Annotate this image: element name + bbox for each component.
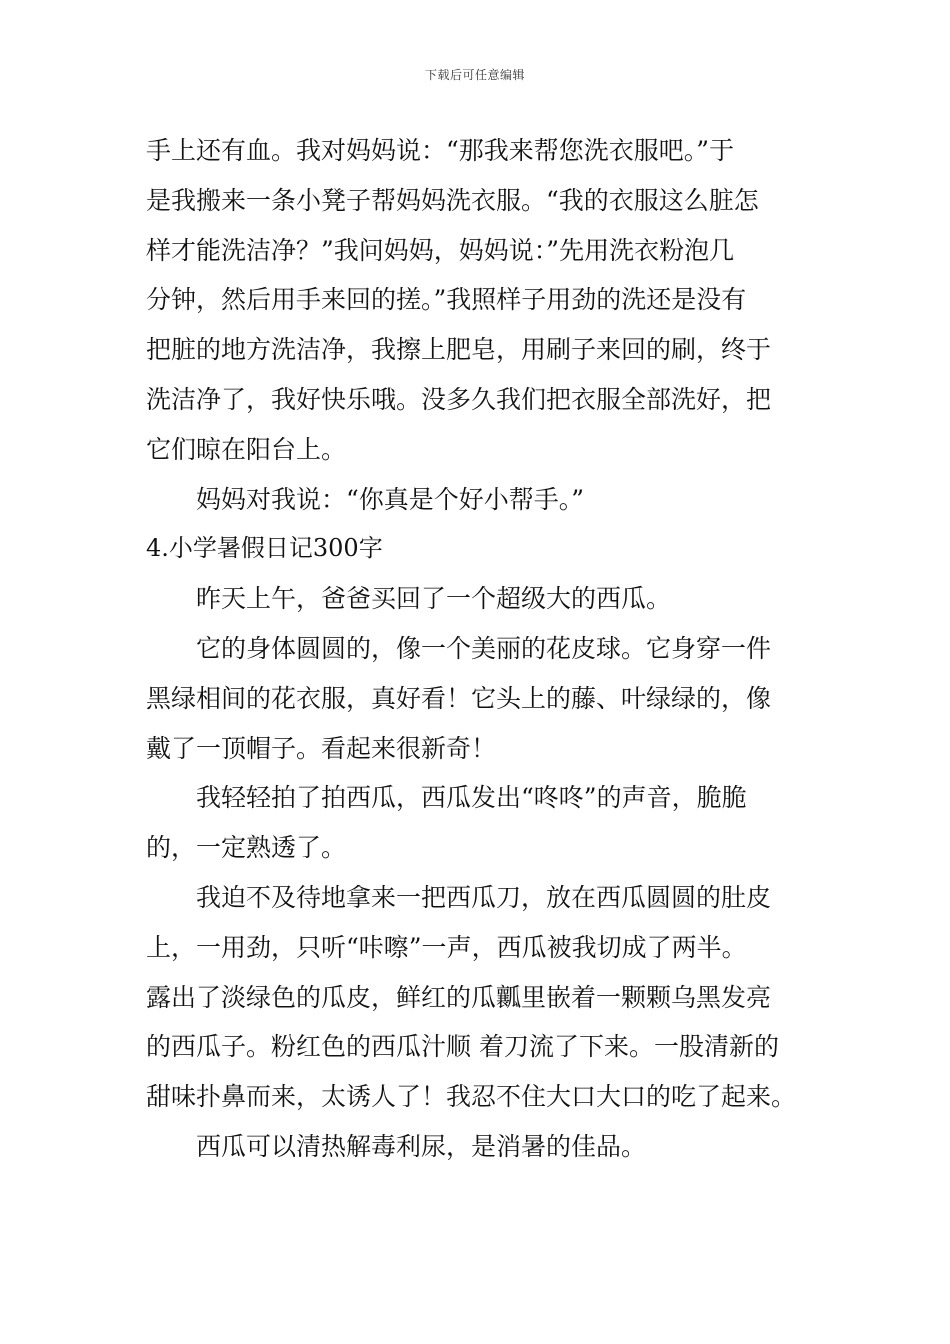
text-line: 甜味扑鼻而来，太诱人了！我忍不住大口大口的吃了起来。: [146, 1082, 797, 1112]
text-line: 样才能洗洁净？”我问妈妈，妈妈说：”先用洗衣粉泡几: [146, 235, 735, 265]
paragraph-line: 妈妈对我说：“你真是个好小帮手。”: [196, 484, 585, 514]
paragraph-line: 我迫不及待地拿来一把西瓜刀，放在西瓜圆圆的肚皮: [196, 882, 772, 912]
text-line: 它们晾在阳台上。: [146, 434, 347, 464]
paragraph-line: 我轻轻拍了拍西瓜，西瓜发出“咚咚”的声音，脆脆: [196, 783, 747, 813]
text-line: 黑绿相间的花衣服，真好看！它头上的藤、叶绿绿的，像: [146, 683, 772, 713]
text-line: 戴了一顶帽子。看起来很新奇！: [146, 733, 497, 763]
text-line: 的，一定熟透了。: [146, 833, 347, 863]
text-line: 分钟，然后用手来回的搓。”我照样子用劲的洗还是没有: [146, 285, 747, 315]
text-line: 露出了淡绿色的瓜皮，鲜红的瓜瓤里嵌着一颗颗乌黑发亮: [146, 982, 772, 1012]
text-line: 的西瓜子。粉红色的西瓜汁顺 着刀流了下来。一股清新的: [146, 1032, 779, 1062]
document-body: [146, 126, 806, 1172]
paragraph-line: 西瓜可以清热解毒利尿，是消暑的佳品。: [196, 1131, 647, 1161]
text-line: 把脏的地方洗洁净，我擦上肥皂，用刷子来回的刷，终于: [146, 335, 772, 365]
paragraph-line: 昨天上午，爸爸买回了一个超级大的西瓜。: [196, 584, 672, 614]
text-line: 手上还有血。我对妈妈说：“那我来帮您洗衣服吧。”于: [146, 136, 735, 165]
page-header: 下载后可任意编辑: [424, 68, 525, 82]
text-line: 上，一用劲，只听“咔嚓”一声，西瓜被我切成了两半。: [146, 932, 747, 962]
paragraph-line: 它的身体圆圆的，像一个美丽的花皮球。它身穿一件: [196, 633, 772, 663]
text-line: 洗洁净了，我好快乐哦。没多久我们把衣服全部洗好，把: [146, 384, 772, 414]
section-heading: 4.小学暑假日记300字: [146, 534, 383, 563]
text-line: 是我搬来一条小凳子帮妈妈洗衣服。“我的衣服这么脏怎: [146, 185, 759, 215]
